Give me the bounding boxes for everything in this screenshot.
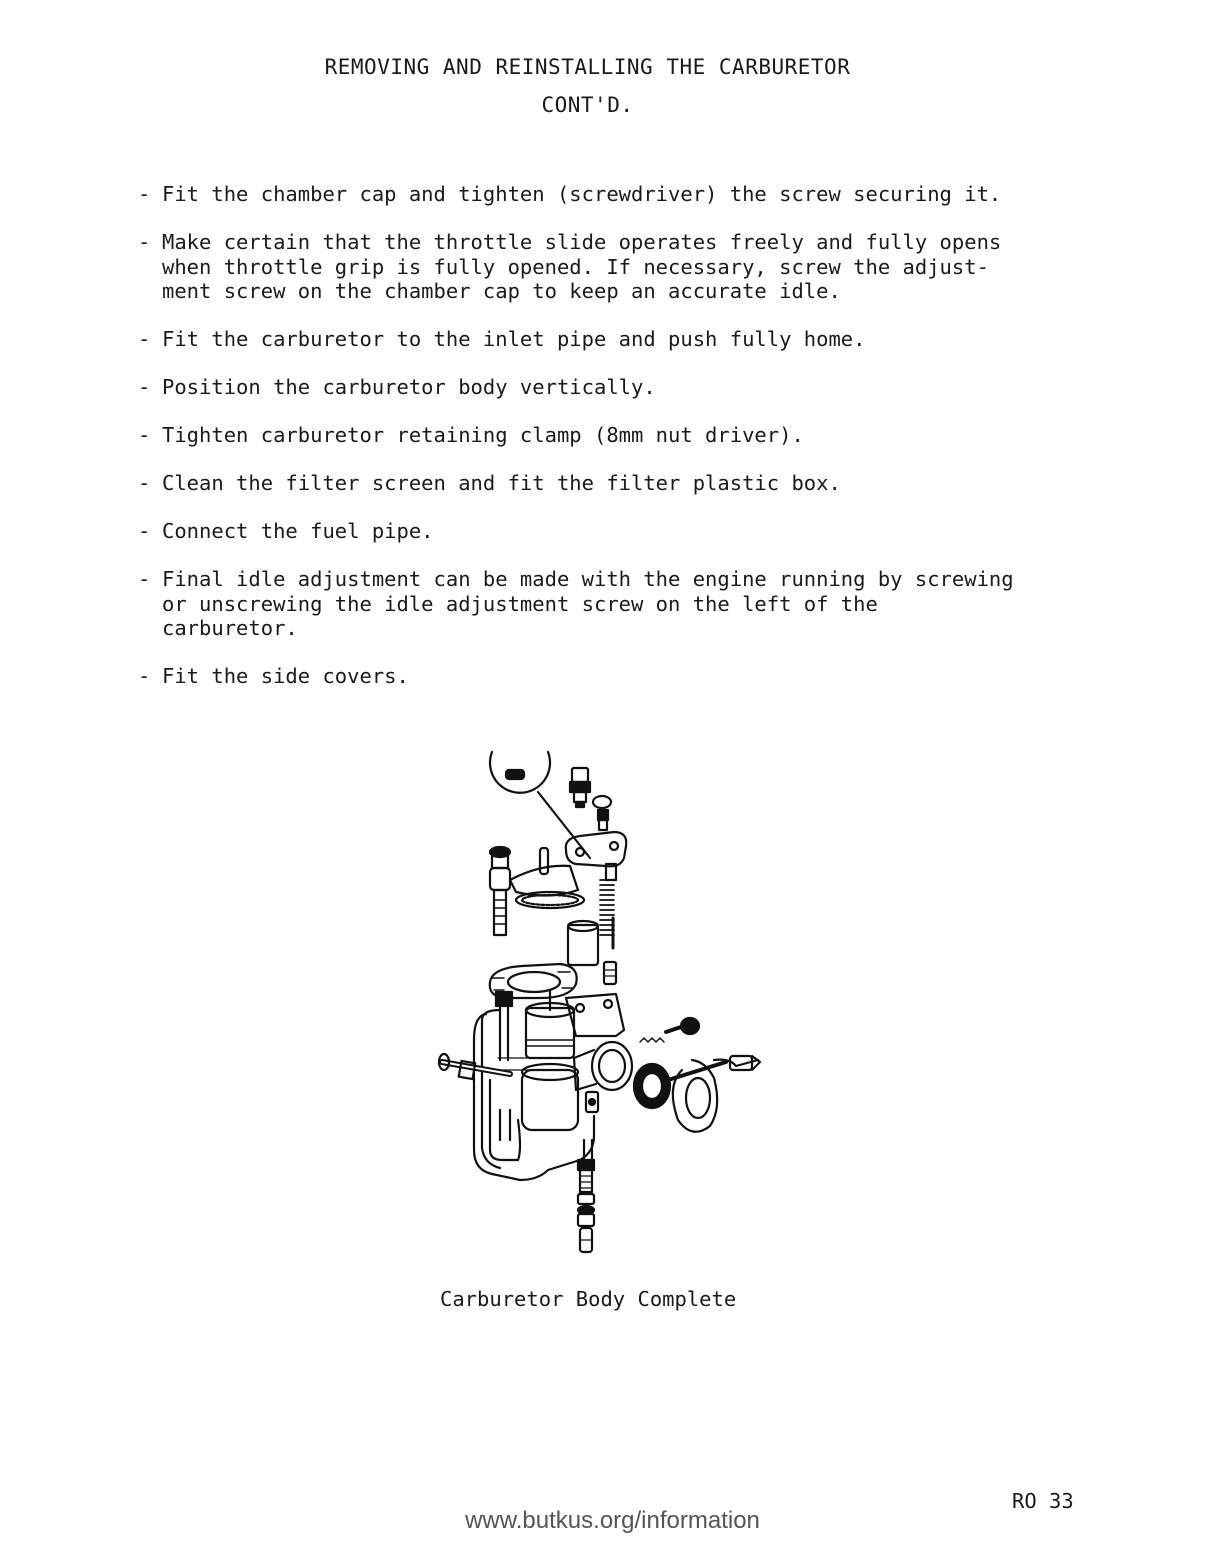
return-spring [600,880,614,948]
page-title: REMOVING AND REINSTALLING THE CARBURETOR [324,55,851,79]
chamber-cap-screws [570,768,611,830]
instruction-step-8 [138,567,1018,641]
step-text: Connect the fuel pipe. [162,519,434,543]
throttle-slide [568,921,598,965]
instruction-step-6 [138,471,1018,496]
page-subtitle: CONT'D. [541,93,634,117]
step-text: Clean the filter screen and fit the filter plastic box. [162,471,841,495]
instruction-step-9 [138,664,1018,689]
bullet: - [138,567,151,591]
page-number: RO 33 [1012,1489,1074,1513]
bullet: - [138,375,151,399]
step-text: Fit the carburetor to the inlet pipe and push fully home. [162,327,866,351]
instruction-list [138,182,1018,712]
figure-caption: Carburetor Body Complete [440,1287,737,1311]
retaining-clamp [634,1056,760,1132]
bullet: - [138,664,151,688]
bullet: - [138,230,151,254]
carburetor-body [474,990,624,1180]
bullet: - [138,423,151,447]
instruction-step-5 [138,423,1018,448]
instruction-step-3 [138,327,1018,352]
step-text: Fit the side covers. [162,664,409,688]
step-text: Tighten carburetor retaining clamp (8mm nut driver). [162,423,804,447]
air-intake [574,1042,632,1090]
idle-adjustment-screw [640,1018,699,1042]
instruction-step-2 [138,230,1018,304]
instruction-step-4 [138,375,1018,400]
step-text: Position the carburetor body vertically. [162,375,656,399]
carburetor-exploded-diagram [430,740,770,1260]
step-text: Make certain that the throttle slide operates freely and fully opens when throttle grip is fully opened. If necessary, screw the adjust- ment screw on the chamber cap to keep an accurate idle. [162,230,1002,303]
step-text: Final idle adjustment can be made with the engine running by screwing or unscrewing the idle adjustment screw on the left of the carburetor. [162,567,1014,640]
bullet: - [138,519,151,543]
idle-jet [604,962,616,984]
bullet: - [138,471,151,495]
bullet: - [138,182,151,206]
bullet: - [138,327,151,351]
instruction-step-7 [138,519,1018,544]
instruction-step-1 [138,182,1018,207]
footer-url: www.butkus.org/information [465,1507,760,1534]
step-text: Fit the chamber cap and tighten (screwdriver) the screw securing it. [162,182,1002,206]
